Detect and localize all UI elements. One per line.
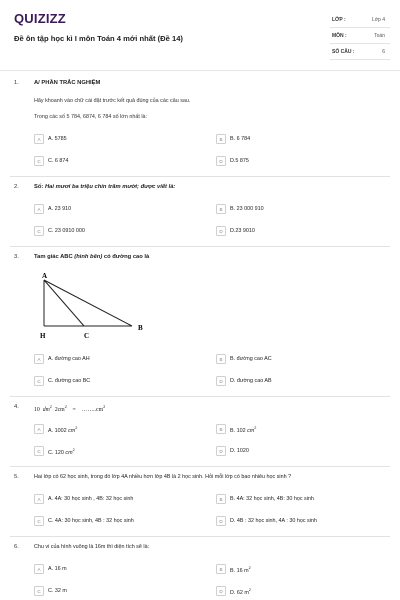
option-letter-box: C <box>34 516 44 526</box>
option-letter-box: D <box>216 516 226 526</box>
option-value: A. 1002 <box>48 427 67 434</box>
option-text: A. đường cao AH <box>48 356 90 362</box>
meta-value: Toán <box>374 33 385 39</box>
question-divider <box>10 176 390 177</box>
option-letter-box: C <box>34 226 44 236</box>
option-letter-box: C <box>34 156 44 166</box>
option-letter-box: C <box>34 446 44 456</box>
question-text: Hai lớp có 62 học sinh, trong đó lớp 4A nhiều hơn lớp 4B là 2 học sinh. Hỏi mỗi lớp có bao nhiêu học sinh ? <box>34 474 292 480</box>
option-c[interactable] <box>34 156 174 168</box>
question-number: 2. <box>14 184 19 190</box>
header <box>0 0 400 66</box>
question-number: 4. <box>14 404 19 410</box>
meta-label: LỚP : <box>332 17 346 23</box>
question-text: Chu vi của hình vuông là 16m thì diện tích sẽ là: <box>34 544 150 550</box>
option-b[interactable] <box>216 564 356 576</box>
expr-sup: 2 <box>103 404 106 409</box>
option-d[interactable] <box>216 586 356 598</box>
option-a[interactable] <box>34 204 174 216</box>
meta-value: 6 <box>382 49 385 55</box>
option-d[interactable] <box>216 516 356 528</box>
option-text <box>48 448 75 456</box>
option-c[interactable] <box>34 226 174 238</box>
option-letter-box: B <box>216 204 226 214</box>
page-title: Đề ôn tập học kì I môn Toán 4 mới nhất (Đề 14) <box>14 34 183 43</box>
option-c[interactable] <box>34 586 174 598</box>
option-letter-box: C <box>34 376 44 386</box>
option-letter-box: A <box>34 354 44 364</box>
option-text: C. 6 874 <box>48 158 69 164</box>
option-sup: 2 <box>75 426 78 430</box>
option-a[interactable] <box>34 424 174 436</box>
option-text: A. 23 910 <box>48 206 72 212</box>
option-value: B. 16 m <box>230 567 249 574</box>
option-letter-box: D <box>216 586 226 596</box>
option-a[interactable] <box>34 564 174 576</box>
meta-box <box>330 12 390 60</box>
option-text: A. 4A: 30 học sinh , 4B: 32 học sinh <box>48 496 134 502</box>
option-letter-box: A <box>34 424 44 434</box>
option-unit: cm <box>247 427 255 434</box>
option-a[interactable] <box>34 494 174 506</box>
expr-equals: = <box>72 406 76 413</box>
quizizz-logo: QUIZIZZ <box>14 11 66 26</box>
vertex-label-c: C <box>84 332 90 340</box>
vertex-label-b: B <box>138 324 143 332</box>
option-text: C. 32 m <box>48 588 67 594</box>
meta-row-class <box>330 12 390 28</box>
question-expression <box>34 404 384 413</box>
question-italic: (hình bên) <box>74 254 103 260</box>
question-divider <box>10 246 390 247</box>
option-letter-box: A <box>34 134 44 144</box>
option-letter-box: B <box>216 424 226 434</box>
question-suffix: có đường cao là <box>102 254 150 260</box>
option-b[interactable] <box>216 494 356 506</box>
option-value: C. 120 <box>48 449 64 456</box>
option-text <box>230 426 256 434</box>
option-text <box>48 426 77 434</box>
meta-label: SỐ CÂU : <box>332 49 355 55</box>
option-sup: 2 <box>248 566 251 570</box>
option-text: B. 6 784 <box>230 136 251 142</box>
question-divider <box>10 536 390 537</box>
option-text: D. 4B : 32 học sinh, 4A : 30 học sinh <box>230 518 317 524</box>
option-letter-box: B <box>216 134 226 144</box>
expr-unit: dm <box>42 406 50 413</box>
option-d[interactable] <box>216 446 356 458</box>
option-d[interactable] <box>216 156 356 168</box>
question-number: 3. <box>14 254 19 260</box>
option-text: C. 23 0910 000 <box>48 228 85 234</box>
meta-value: Lớp 4 <box>371 17 385 23</box>
option-text: B. 23 000 910 <box>230 206 264 212</box>
question-divider <box>10 396 390 397</box>
option-letter-box: D <box>216 156 226 166</box>
question-text: A/ PHẦN TRẮC NGHIỆM <box>34 80 101 86</box>
option-text: D. đường cao AB <box>230 378 272 384</box>
option-text: D. 1020 <box>230 448 249 454</box>
option-text: A. 16 m <box>48 566 67 572</box>
option-text: D.23 9010 <box>230 228 255 234</box>
option-text: C. đường cao BC <box>48 378 91 384</box>
segment-ac <box>44 280 84 326</box>
expr-sup: 2 <box>49 404 52 409</box>
question-number: 1. <box>14 80 19 86</box>
option-sup: 2 <box>72 448 75 452</box>
option-letter-box: D <box>216 446 226 456</box>
option-c[interactable] <box>34 446 174 458</box>
option-letter-box: A <box>34 494 44 504</box>
segment-ab <box>44 280 132 326</box>
meta-row-count <box>330 44 390 60</box>
option-text: B. đường cao AC <box>230 356 272 362</box>
option-letter-box: D <box>216 226 226 236</box>
option-letter-box: B <box>216 494 226 504</box>
option-c[interactable] <box>34 376 174 388</box>
triangle-figure <box>34 270 164 346</box>
question-number: 5. <box>14 474 19 480</box>
option-d[interactable] <box>216 376 356 388</box>
meta-row-subject <box>330 28 390 44</box>
option-d[interactable] <box>216 226 356 238</box>
option-a[interactable] <box>34 354 174 366</box>
option-unit: cm <box>65 449 73 456</box>
option-sup: 2 <box>248 588 251 592</box>
option-text <box>230 566 251 574</box>
option-unit: cm <box>68 427 76 434</box>
question-prefix: Số: <box>34 184 45 190</box>
vertex-label-h: H <box>40 332 46 340</box>
vertex-label-a: A <box>42 272 48 280</box>
option-c[interactable] <box>34 516 174 528</box>
option-letter-box: A <box>34 204 44 214</box>
option-b[interactable] <box>216 424 356 436</box>
option-text: A. 5785 <box>48 136 67 142</box>
expr-sup: 2 <box>64 404 67 409</box>
option-text: B. 4A: 32 học sinh, 4B: 30 học sinh <box>230 496 314 502</box>
header-divider <box>0 70 400 71</box>
question-text <box>34 254 384 260</box>
meta-label: MÔN : <box>332 33 347 39</box>
option-letter-box: A <box>34 564 44 574</box>
expr-blank: ……..cm <box>81 406 104 413</box>
expr-term: 2cm <box>54 406 65 413</box>
option-value: B. 102 <box>230 427 246 434</box>
question-sub-text: Trong các số 5 784, 6874, 6 784 số lớn nhất là: <box>34 114 148 120</box>
question-italic: Hai mươi ba triệu chín trăm mười; được viết là: <box>44 184 176 190</box>
question-divider <box>10 466 390 467</box>
question-text <box>34 184 384 190</box>
option-value: D. 62 m <box>230 589 249 596</box>
question-number: 6. <box>14 544 19 550</box>
option-b[interactable] <box>216 354 356 366</box>
option-b[interactable] <box>216 204 356 216</box>
option-text <box>230 588 251 596</box>
option-letter-box: D <box>216 376 226 386</box>
option-sup: 2 <box>254 426 257 430</box>
question-prefix: Tam giác ABC <box>34 254 75 260</box>
option-letter-box: C <box>34 586 44 596</box>
option-text: D.5 875 <box>230 158 249 164</box>
option-text: C. 4A: 30 học sinh, 4B : 32 học sinh <box>48 518 134 524</box>
option-b[interactable] <box>216 134 356 146</box>
option-letter-box: B <box>216 354 226 364</box>
option-a[interactable] <box>34 134 174 146</box>
instruction-text: Hãy khoanh vào chữ cái đặt trước kết quả đúng của các câu sau. <box>34 98 191 104</box>
expr-number: 10 <box>34 406 40 413</box>
option-letter-box: B <box>216 564 226 574</box>
